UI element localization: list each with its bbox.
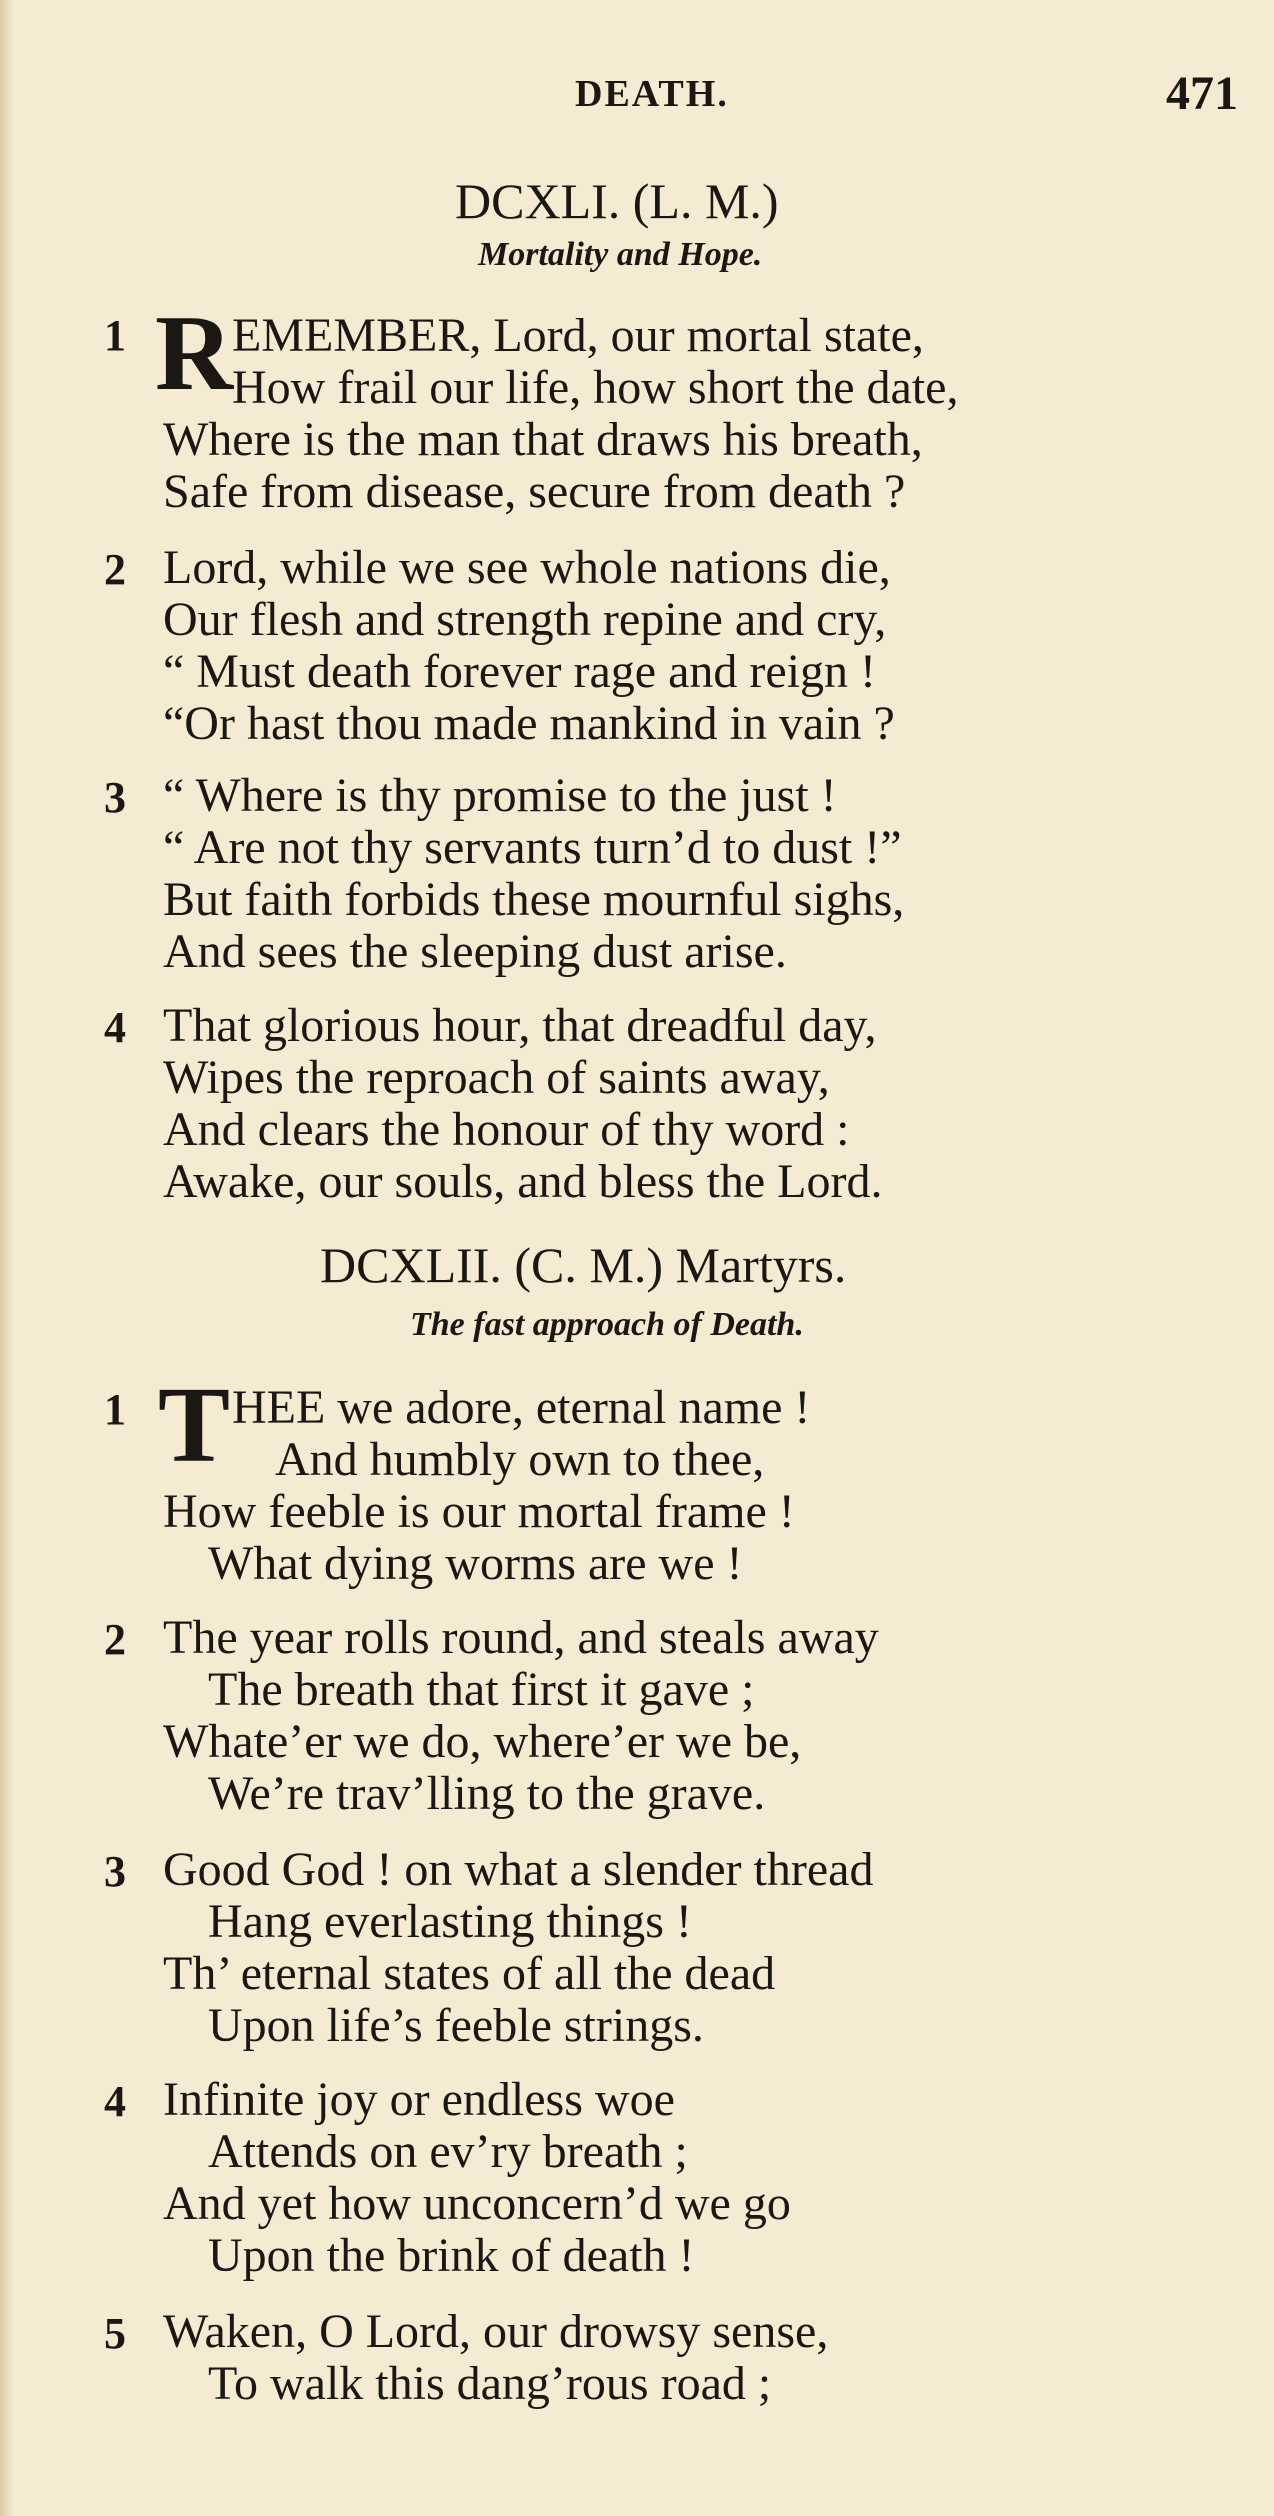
verse-line: Hang everlasting things ! (208, 1895, 692, 1948)
verse-line: “ Where is thy promise to the just ! (163, 769, 837, 822)
drop-cap: T (158, 1366, 231, 1485)
verse-line: Upon life’s feeble strings. (208, 1999, 704, 2052)
hymn-number: DCXLII. (C. M.) Martyrs. (320, 1237, 847, 1293)
verse-line: That glorious hour, that dreadful day, (163, 999, 877, 1052)
stanza-number: 3 (104, 1847, 126, 1896)
verse-line: “Or hast thou made mankind in vain ? (163, 697, 895, 750)
hymn-subtitle: The fast approach of Death. (410, 1306, 804, 1343)
verse-line: The breath that first it gave ; (208, 1663, 755, 1716)
verse-line: The year rolls round, and steals away (163, 1611, 879, 1664)
running-head (0, 67, 1274, 132)
stanza-number: 3 (104, 773, 126, 822)
verse-line: Wipes the reproach of saints away, (163, 1051, 830, 1104)
running-title: DEATH. (575, 73, 729, 115)
verse-line: Where is the man that draws his breath, (163, 413, 923, 466)
verse-line: Lord, while we see whole nations die, (163, 541, 891, 594)
verse-line: How frail our life, how short the date, (232, 361, 959, 414)
stanza-number: 2 (104, 545, 126, 594)
verse-line: And yet how unconcern’d we go (163, 2177, 791, 2230)
verse-line: How feeble is our mortal frame ! (163, 1485, 795, 1538)
stanza-number: 1 (104, 311, 126, 360)
verse-line: Waken, O Lord, our drowsy sense, (163, 2305, 829, 2358)
verse-line: Safe from disease, secure from death ? (163, 465, 906, 518)
verse-line: And sees the sleeping dust arise. (163, 925, 787, 978)
verse-line: Our flesh and strength repine and cry, (163, 593, 887, 646)
verse-line: And clears the honour of thy word : (163, 1103, 850, 1156)
verse-line: EMEMBER, Lord, our mortal state, (232, 309, 924, 362)
verse-line: Whate’er we do, where’er we be, (163, 1715, 802, 1768)
hymn-subtitle: Mortality and Hope. (478, 236, 763, 273)
verse-line: Attends on ev’ry breath ; (208, 2125, 688, 2178)
verse-line: “ Must death forever rage and reign ! (163, 645, 877, 698)
verse-line: But faith forbids these mournful sighs, (163, 873, 905, 926)
page-edge-shadow (0, 0, 14, 2516)
verse-line: Infinite joy or endless woe (163, 2073, 675, 2126)
verse-line: And humbly own to thee, (275, 1433, 765, 1486)
verse-line: We’re trav’lling to the grave. (208, 1767, 766, 1820)
page-number: 471 (1166, 67, 1238, 120)
verse-line: “ Are not thy servants turn’d to dust !” (163, 821, 902, 874)
stanza-number: 5 (104, 2309, 126, 2358)
stanza-number: 4 (104, 2077, 126, 2126)
verse-line: HEE we adore, eternal name ! (232, 1381, 811, 1434)
verse-line: Awake, our souls, and bless the Lord. (163, 1155, 883, 1208)
verse-line: Th’ eternal states of all the dead (163, 1947, 776, 2000)
verse-line: Good God ! on what a slender thread (163, 1843, 874, 1896)
verse-line: Upon the brink of death ! (208, 2229, 695, 2282)
drop-cap: R (155, 294, 233, 413)
stanza-number: 1 (104, 1385, 126, 1434)
verse-line: What dying worms are we ! (208, 1537, 743, 1590)
stanza-number: 4 (104, 1003, 126, 1052)
hymn-number: DCXLI. (L. M.) (455, 173, 779, 229)
verse-line: To walk this dang’rous road ; (208, 2357, 772, 2410)
stanza-number: 2 (104, 1615, 126, 1664)
